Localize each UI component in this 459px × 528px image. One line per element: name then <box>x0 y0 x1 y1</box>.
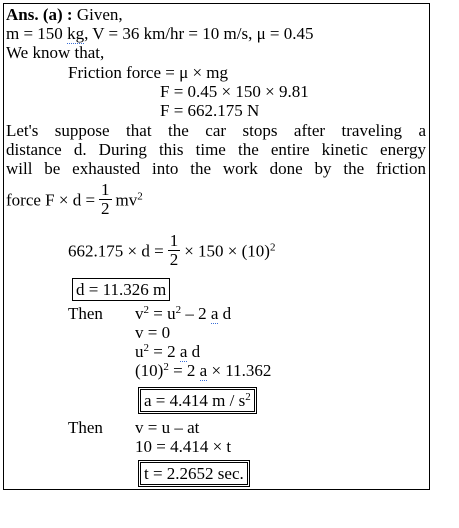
eq-exponent: 2 <box>175 304 182 316</box>
mass-unit: kg <box>67 24 85 43</box>
eq-term: – 2 <box>181 304 211 323</box>
kinematic-equation-3 <box>135 342 200 361</box>
work-energy-equation <box>6 180 143 220</box>
fraction-numerator: 1 <box>169 231 179 250</box>
time-result-box: t = 2.2652 sec. <box>140 462 248 485</box>
work-rhs: mv <box>115 190 138 210</box>
kinematic-equation-2: v = 0 <box>135 323 171 342</box>
kinematic-equation-6: 10 = 4.414 × t <box>135 437 232 456</box>
eq-term: v <box>135 304 144 323</box>
paragraph-line-3: will be exhausted into the work done by the friction <box>6 159 426 178</box>
distance-result-box: d = 11.326 m <box>72 278 170 301</box>
work-lhs: force F × d = <box>6 190 96 210</box>
acceleration-result-box <box>140 389 255 412</box>
given-values <box>6 24 314 43</box>
acceleration-exponent: 2 <box>245 391 251 403</box>
eq-exponent: 2 <box>143 342 149 354</box>
eq-term: = 2 <box>168 361 200 380</box>
mass-value: m = 150 <box>6 24 63 43</box>
substituted-equation <box>68 231 276 271</box>
fraction-denominator: 2 <box>169 250 179 269</box>
velocity-mu-values: , V = 36 km/hr = 10 m/s, μ = 0.45 <box>84 24 314 43</box>
sub-rhs: × 150 × (10) <box>184 241 270 261</box>
then-label: Then <box>68 304 103 323</box>
sub-rhs-exponent: 2 <box>269 241 276 254</box>
eq-term: × 11.362 <box>207 361 272 380</box>
answer-label: Ans. (a) : <box>6 5 73 24</box>
friction-equation: Friction force = μ × mg <box>68 63 229 82</box>
eq-term: d <box>218 304 232 323</box>
half-fraction <box>168 232 181 269</box>
acceleration-symbol: a <box>199 361 208 380</box>
answer-heading <box>6 5 123 24</box>
sub-lhs: 662.175 × d = <box>68 241 164 261</box>
fraction-denominator: 2 <box>101 199 110 218</box>
paragraph-line-2: distance d. During this time the entire kinetic energy <box>6 140 426 159</box>
eq-exponent: 2 <box>163 361 169 373</box>
friction-value: F = 662.175 N <box>160 101 260 120</box>
eq-exponent: 2 <box>143 304 149 316</box>
eq-term: d <box>187 342 201 361</box>
eq-term: = 2 <box>149 342 180 361</box>
we-know-text: We know that, <box>6 43 105 62</box>
acceleration-result: a = 4.414 m / s <box>144 391 246 410</box>
kinematic-equation-5: v = u – at <box>135 418 200 437</box>
work-rhs-exponent: 2 <box>137 190 143 203</box>
acceleration-symbol: a <box>179 342 188 361</box>
eq-term: (10) <box>135 361 164 380</box>
given-label: Given, <box>72 5 123 24</box>
eq-term: = u <box>149 304 176 323</box>
then-label: Then <box>68 418 103 437</box>
kinematic-equation-4 <box>135 361 271 380</box>
eq-term: u <box>135 342 144 361</box>
kinematic-equation-1 <box>135 304 231 323</box>
friction-calc: F = 0.45 × 150 × 9.81 <box>160 82 309 101</box>
acceleration-symbol: a <box>210 304 219 323</box>
paragraph-line-1: Let's suppose that the car stops after traveling a <box>6 121 426 140</box>
half-fraction <box>99 181 112 218</box>
fraction-numerator: 1 <box>101 180 110 199</box>
